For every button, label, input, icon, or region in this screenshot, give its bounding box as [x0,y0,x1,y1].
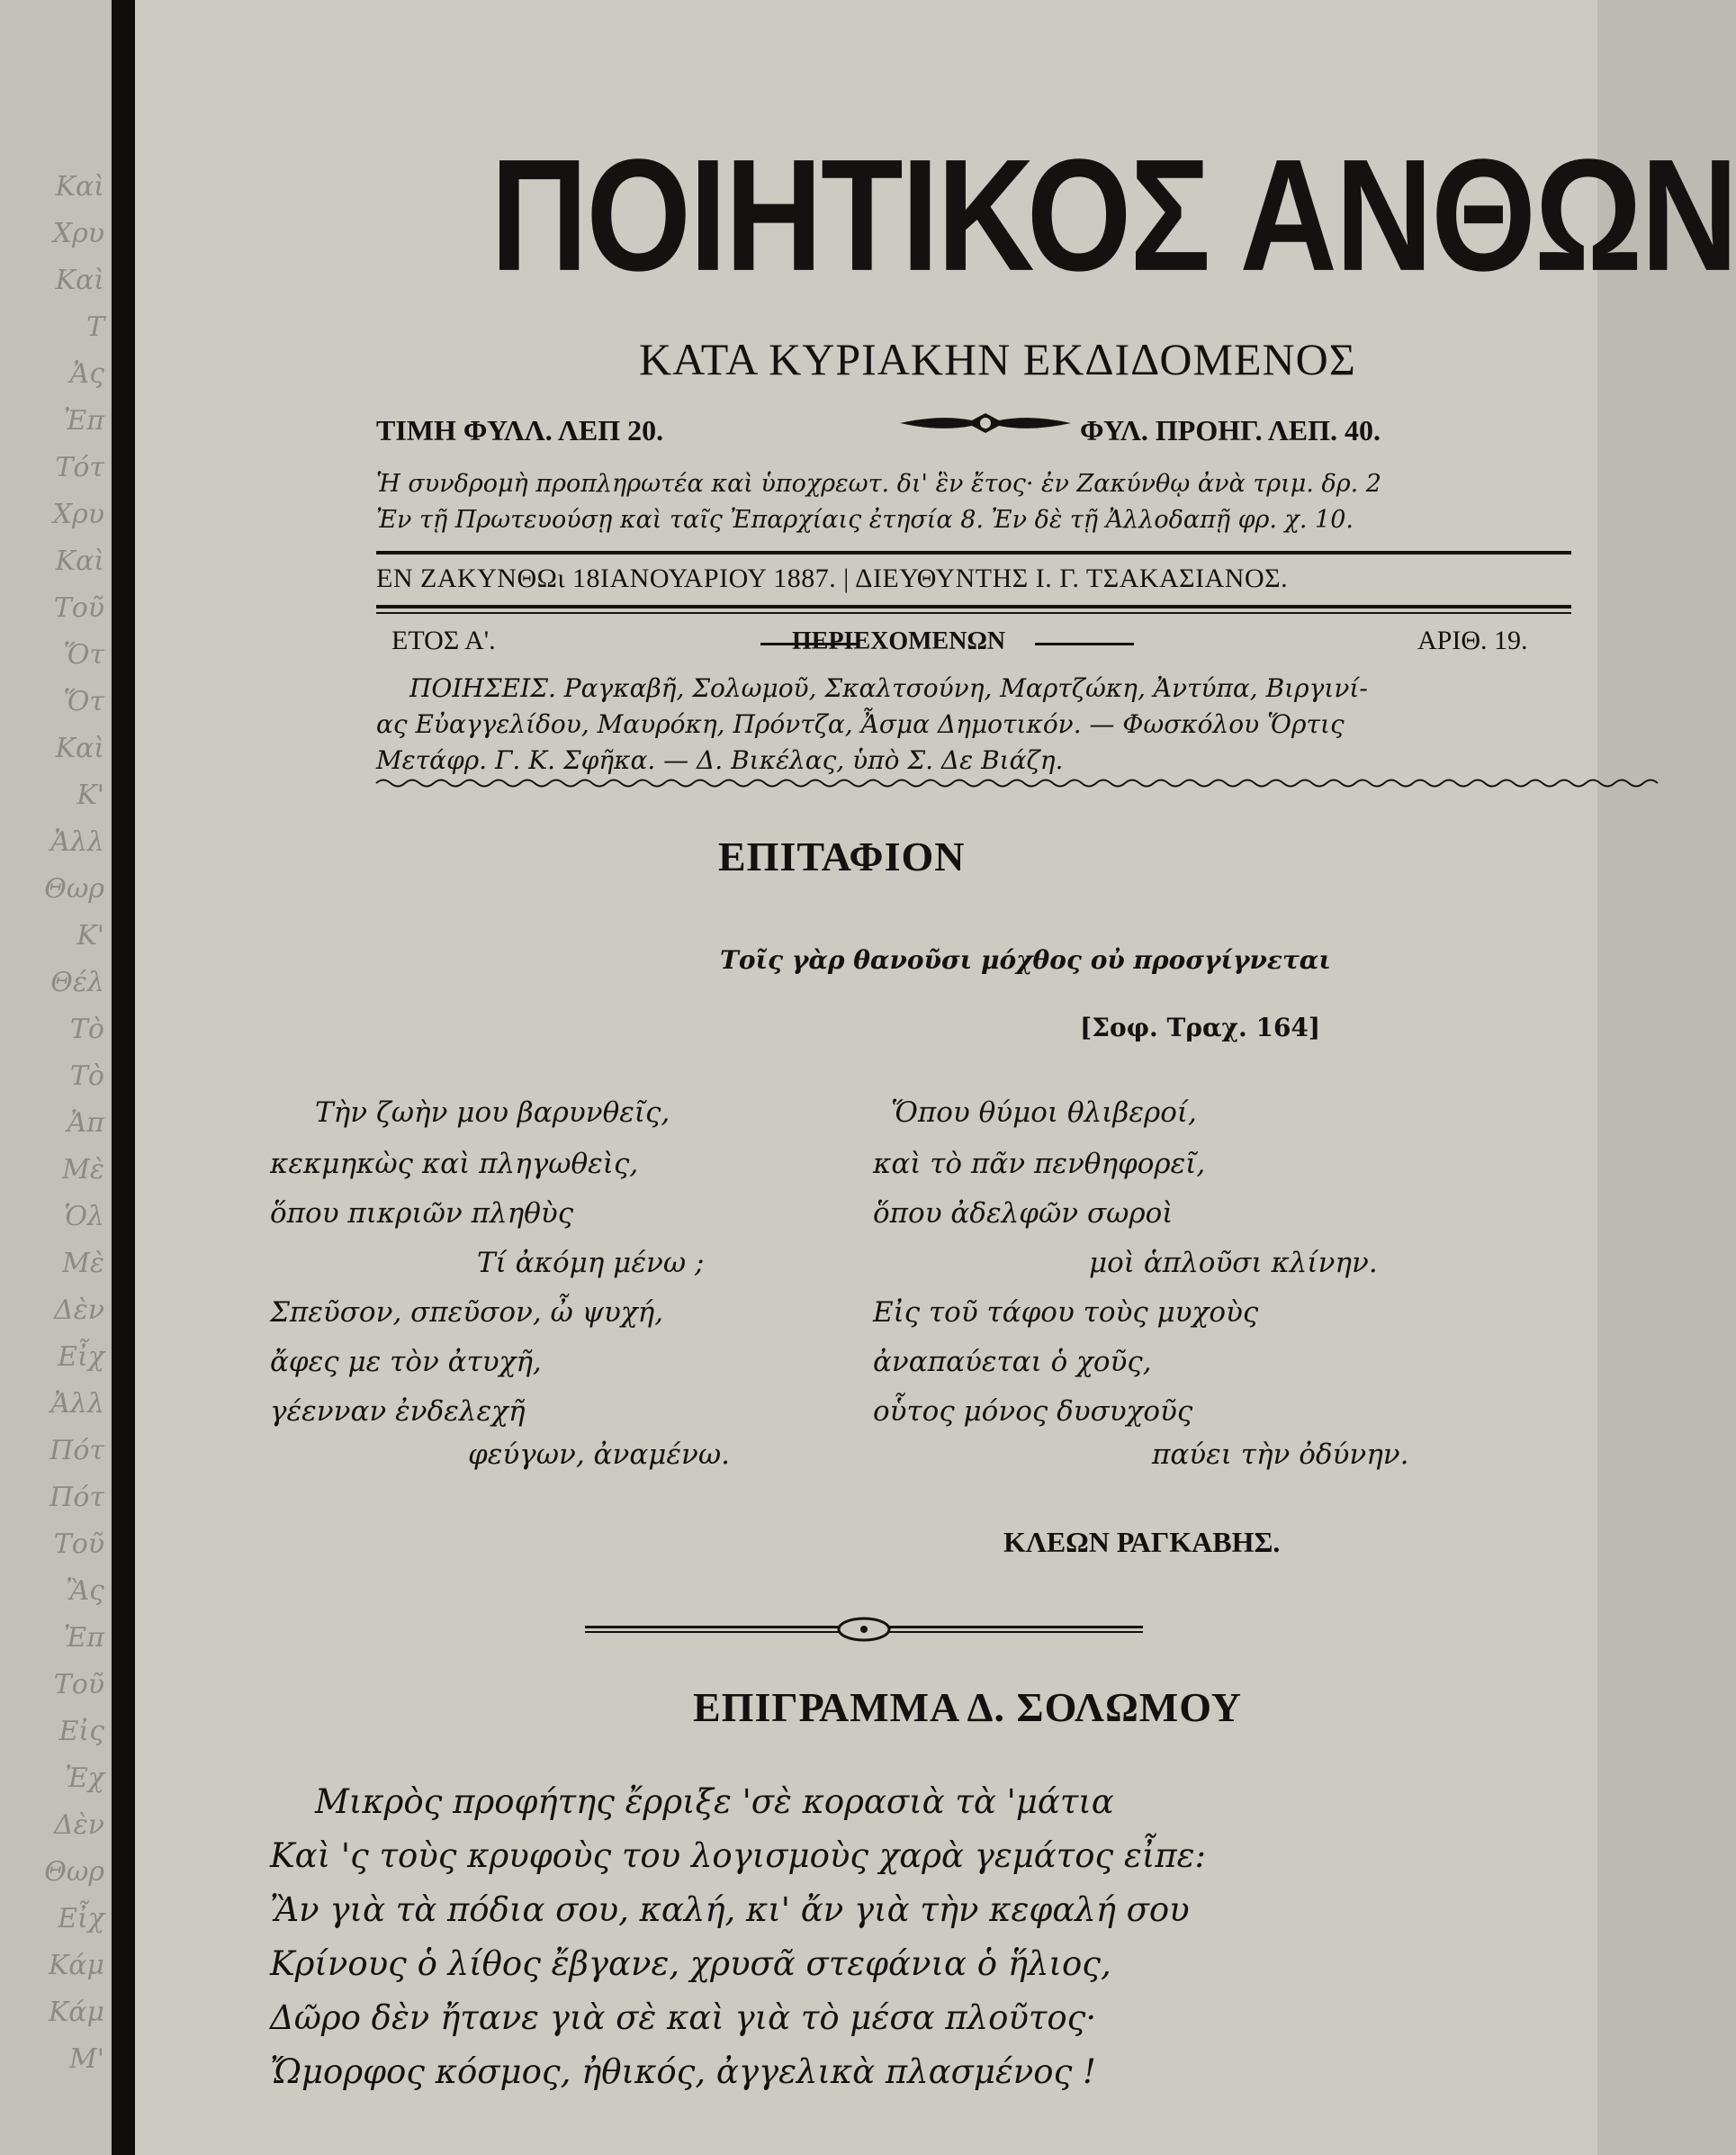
contents-line: Μετάφρ. Γ. Κ. Σφῆκα. — Δ. Βικέλας, ὑπὸ Σ. Δε Βιάζη. [376,745,1064,775]
margin-fragment: Τὸ [69,1014,104,1045]
margin-fragment: Χρυ [52,499,104,530]
margin-fragment: Μὲ [62,1248,104,1279]
verse-right: ἀναπαύεται ὁ χοῦς, [873,1346,1152,1378]
epigram-heading: ΕΠΙΓΡΑΜΜΑ Δ. ΣΟΛΩΜΟΥ [693,1684,1243,1730]
verse-left: Τὴν ζωὴν μου βαρυνθεῖς, [315,1096,670,1129]
verse-left: ὅπου πικριῶν πληθὺς [270,1197,574,1230]
margin-fragment: Κάμ [48,1950,104,1981]
contents-line: ας Εὐαγγελίδου, Μαυρόκη, Πρόντζα, Ἆσμα Δημοτικόν. — Φωσκόλου Ὅρτις [376,709,1345,739]
epigraph-quote: Τοῖς γὰρ θανοῦσι μόχθος οὐ προσγίγνεται [720,945,1331,975]
margin-fragment: Εἶχ [58,1903,104,1934]
margin-fragment: Πότ [49,1482,104,1513]
margin-fragment: Μ' [69,2043,104,2075]
margin-fragment: Καὶ [55,733,104,764]
margin-fragment: Τοῦ [53,1528,104,1560]
margin-fragment: Τὸ [69,1060,104,1092]
ornamental-divider [585,1616,1143,1646]
verse-left: φεύγων, ἀναμένω. [468,1438,731,1471]
contents-line: ΠΟΙΗΣΕΙΣ. Ραγκαβῆ, Σολωμοῦ, Σκαλτσούνη, Μαρτζώκη, Ἀντύπα, Βιργινί- [409,673,1368,703]
margin-fragment: Καὶ [55,171,104,203]
verse-left: Τί ἀκόμη μένω ; [477,1247,705,1279]
margin-fragment: Θωρ [44,873,104,905]
margin-fragment: Ἀλλ [50,1388,104,1420]
subscription-line-2: Ἐν τῇ Πρωτευούσῃ καὶ ταῖς Ἐπαρχίαις ἐτησία 8. Ἐν δὲ τῇ Ἀλλοδαπῇ φρ. χ. 10. [376,506,1354,534]
margin-fragment: Χρυ [52,218,104,249]
margin-fragment: Εἰς [58,1716,104,1747]
margin-fragment: Ἀλλ [50,826,104,858]
contents-rule-right [1035,643,1134,645]
margin-fragment: Εἶχ [58,1341,104,1373]
year-label: ΕΤΟΣ Α'. [391,626,496,655]
margin-fragment: Δὲν [53,1294,104,1326]
epigraph-source: [Σοφ. Τραχ. 164] [1080,1013,1321,1042]
verse-left: γέενναν ἐνδελεχῆ [270,1395,526,1428]
masthead-subtitle: ΚΑΤΑ ΚΥΡΙΑΚΗΝ ΕΚΔΙΔΟΜΕΝΟΣ [639,334,1356,384]
margin-fragment: Κ' [76,920,104,951]
margin-fragment: Τοῦ [53,1669,104,1700]
epigram-line: Δῶρο δὲν ἤτανε γιὰ σὲ καὶ γιὰ τὸ μέσα πλοῦτος· [270,1998,1097,2037]
contents-title: ΠΕΡΙΕΧΟΜΕΝΩΝ [792,627,1006,655]
verse-right: παύει τὴν ὀδύνην. [1152,1438,1409,1471]
verse-right: Ὅπου θύμοι θλιβεροί, [891,1096,1197,1129]
adjacent-page-strip [0,0,110,2155]
verse-left: κεκμηκὼς καὶ πληγωθεὶς, [270,1148,639,1180]
margin-fragment: Ἂς [66,1575,104,1607]
epigram-line: Καὶ 'ς τοὺς κρυφοὺς του λογισμοὺς χαρὰ γεμάτος εἶπε: [270,1836,1206,1875]
verse-right: καὶ τὸ πᾶν πενθηφορεῖ, [873,1148,1206,1180]
epigram-line: Ὤμορφος κόσμος, ἠθικός, ἀγγελικὰ πλασμένος ! [270,2052,1096,2091]
margin-fragment: Ἀπ [67,1107,104,1139]
margin-fragment: Ἐχ [65,1763,104,1794]
margin-fragment: Ἀς [69,358,104,390]
margin-fragment: Κ' [76,780,104,811]
margin-fragment: Ἐπ [63,405,104,437]
margin-fragment: Ὅτ [63,686,104,717]
margin-fragment: Θέλ [50,967,104,998]
margin-fragment: Τοῦ [53,592,104,624]
verse-right: ὅπου ἀδελφῶν σωροὶ [873,1197,1174,1230]
margin-fragment: Καὶ [55,546,104,577]
margin-fragment: Τ [85,311,104,343]
margin-fragment: Θωρ [44,1856,104,1888]
verse-left: ἄφες με τὸν ἀτυχῆ, [270,1346,542,1378]
verse-right: Εἰς τοῦ τάφου τοὺς μυχοὺς [873,1296,1259,1329]
margin-fragment: Καὶ [55,265,104,296]
margin-fragment: Τότ [55,452,104,483]
epigram-line: Κρίνους ὁ λίθος ἔβγανε, χρυσᾶ στεφάνια ὁ ἥλιος, [270,1944,1111,1983]
book-spine [112,0,135,2155]
wavy-divider [376,776,1571,793]
verse-left: Σπεῦσον, σπεῦσον, ὦ ψυχή, [270,1296,664,1329]
verse-right: οὗτος μόνος δυσυχοῦς [873,1395,1193,1428]
date-and-editor: ΕΝ ΖΑΚΥΝΘΩι 18ΙΑΝΟΥΑΡΙΟΥ 1887. | ΔΙΕΥΘΥΝΤΗΣ Ι. Γ. ΤΣΑΚΑΣΙΑΝΟΣ. [376,564,1289,593]
epigram-line: Ἂν γιὰ τὰ πόδια σου, καλή, κι' ἄν γιὰ τὴν κεφαλή σου [270,1890,1190,1929]
margin-fragment: Ὅτ [63,639,104,671]
ornament-icon [895,410,1075,440]
margin-fragment: Ὁλ [64,1201,104,1232]
epitaph-author: ΚΛΕΩΝ ΡΑΓΚΑΒΗΣ. [1003,1526,1281,1558]
epitaph-heading: ΕΠΙΤΑΦΙΟΝ [718,834,966,879]
margin-fragment: Πότ [49,1435,104,1466]
margin-fragment: Δὲν [53,1809,104,1841]
newspaper-page [135,0,1736,2155]
margin-fragment: Μὲ [62,1154,104,1186]
subscription-line-1: Ἡ συνδρομὴ προπληρωτέα καὶ ὑποχρεωτ. δι' ἓν ἔτος· ἐν Ζακύνθῳ ἀνὰ τριμ. δρ. 2 [376,470,1381,498]
price-single-issue: ΤΙΜΗ ΦΥΛΛ. ΛΕΠ 20. [376,414,664,446]
verse-right: μοὶ ἁπλοῦσι κλίνην. [1089,1247,1378,1279]
issue-number: ΑΡΙΘ. 19. [1417,626,1528,655]
masthead-title: ΠΟΙΗΤΙΚΟΣ ΑΝΘΩΝ [490,125,1736,304]
margin-fragment: Ἐπ [63,1622,104,1654]
margin-fragment: Κάμ [48,1997,104,2028]
divider-rule [376,551,1571,555]
divider-rule [376,612,1571,614]
divider-rule [376,605,1571,609]
price-back-issue: ΦΥΛ. ΠΡΟΗΓ. ΛΕΠ. 40. [1080,414,1381,446]
epigram-line: Μικρὸς προφήτης ἔρριξε 'σὲ κορασιὰ τὰ 'μάτια [315,1782,1114,1821]
